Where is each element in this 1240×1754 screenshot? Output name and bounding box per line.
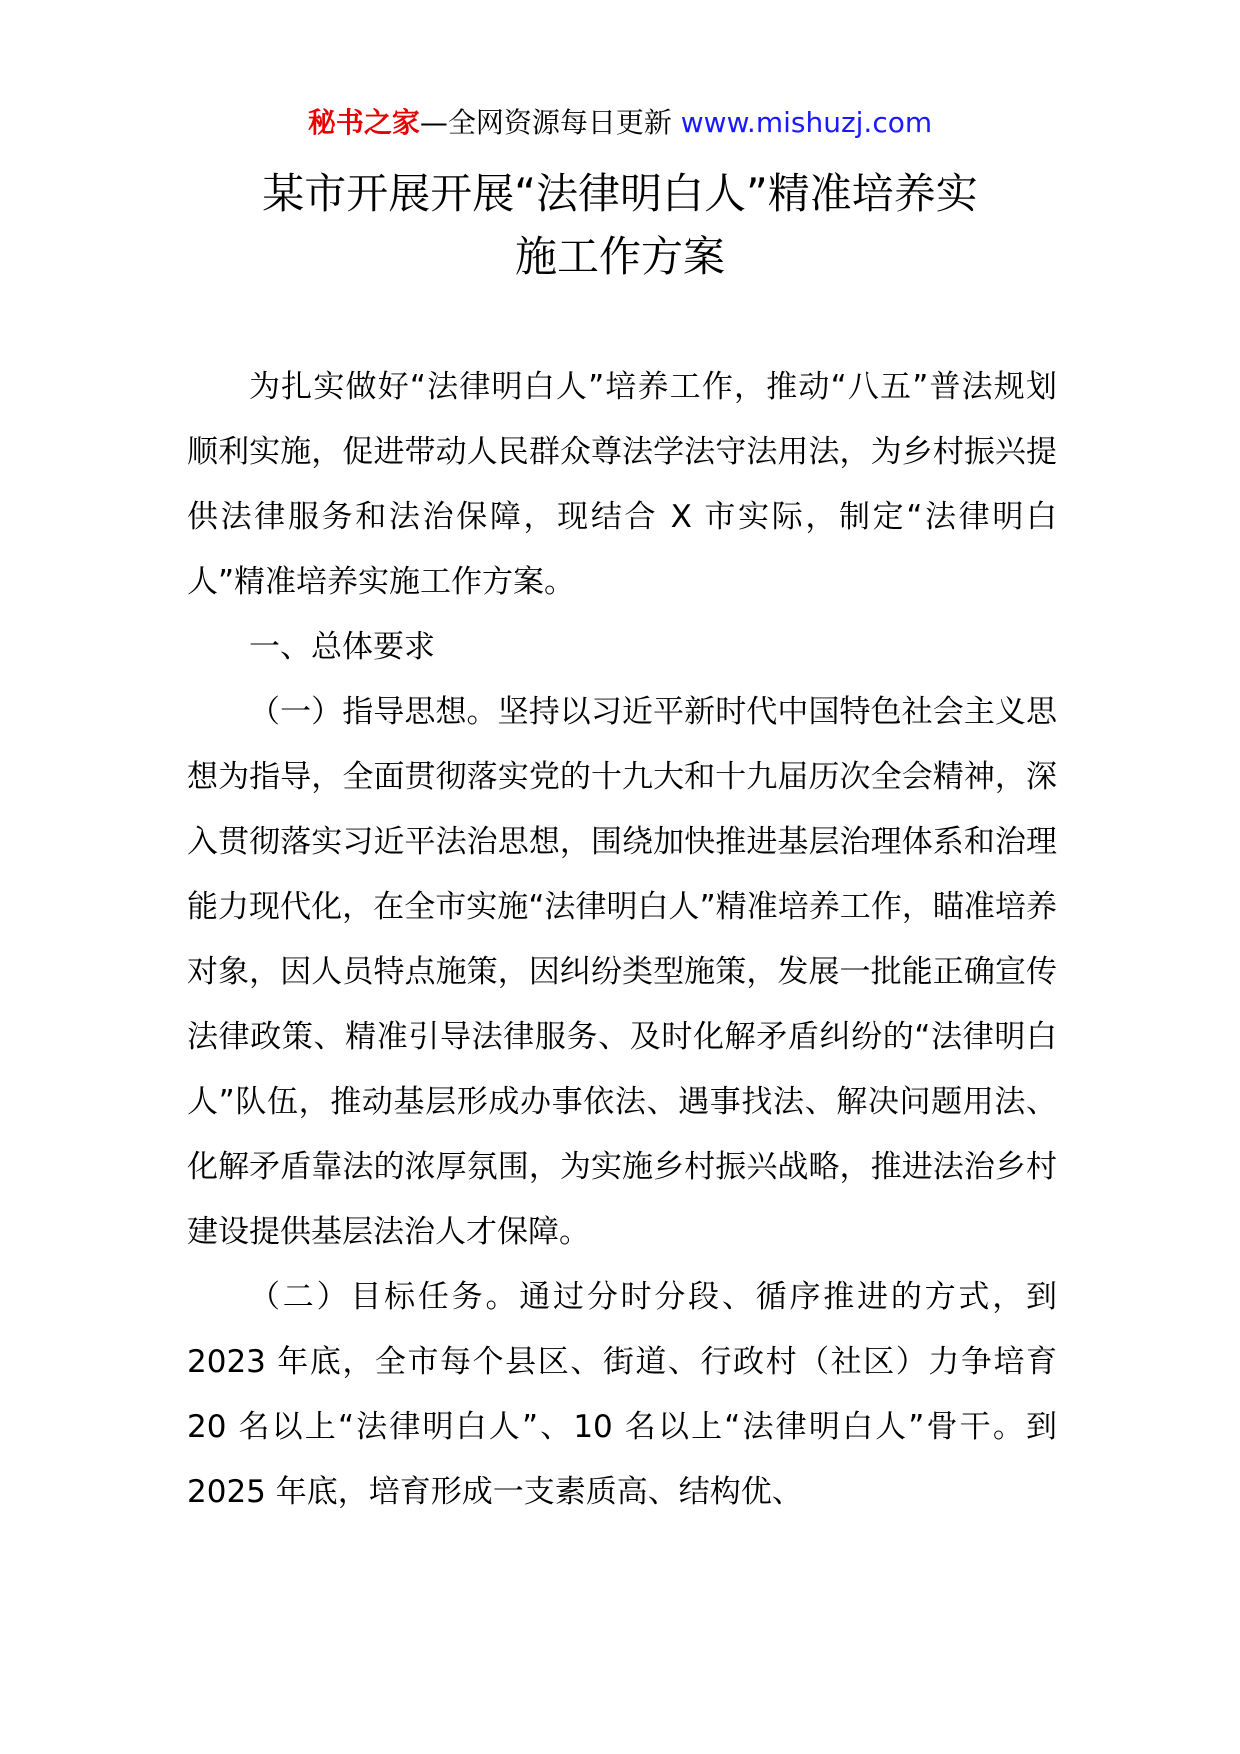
goals-paragraph: （二）目标任务。通过分时分段、循序推进的方式，到 2023 年底，全市每个县区、街道、行政村（社区）力争培育 20 名以上“法律明白人”、10 名以上“法律明白人”骨干。到 2025 年底，培育形成一支素质高、结构优、: [187, 1279, 1057, 1510]
title-line-2: 施工作方案: [514, 232, 725, 281]
site-url: www.mishuzj.com: [680, 106, 933, 139]
document-title: [100, 162, 1140, 288]
watermark-header: [0, 103, 1240, 143]
intro-paragraph: 为扎实做好“法律明白人”培养工作，推动“八五”普法规划顺利实施，促进带动人民群众尊法学法守法用法，为乡村振兴提供法律服务和法治保障，现结合 X 市实际，制定“法律明白人”精准培养实施工作方案。: [187, 369, 1057, 600]
section-heading: 一、总体要求: [249, 629, 435, 665]
brand-name: 秘书之家: [307, 106, 420, 139]
header-tagline: —全网资源每日更新: [419, 106, 681, 139]
title-line-1: 某市开展开展“法律明白人”精准培养实: [262, 169, 978, 218]
document-body: [187, 355, 1057, 1525]
guiding-ideology-paragraph: （一）指导思想。坚持以习近平新时代中国特色社会主义思想为指导，全面贯彻落实党的十九大和十九届历次全会精神，深入贯彻落实习近平法治思想，围绕加快推进基层治理体系和治理能力现代化，在全市实施“法律明白人”精准培养工作，瞄准培养对象，因人员特点施策，因纠纷类型施策，发展一批能正确宣传法律政策、精准引导法律服务、及时化解矛盾纠纷的“法律明白人”队伍，推动基层形成办事依法、遇事找法、解决问题用法、化解矛盾靠法的浓厚氛围，为实施乡村振兴战略，推进法治乡村建设提供基层法治人才保障。: [187, 694, 1057, 1250]
